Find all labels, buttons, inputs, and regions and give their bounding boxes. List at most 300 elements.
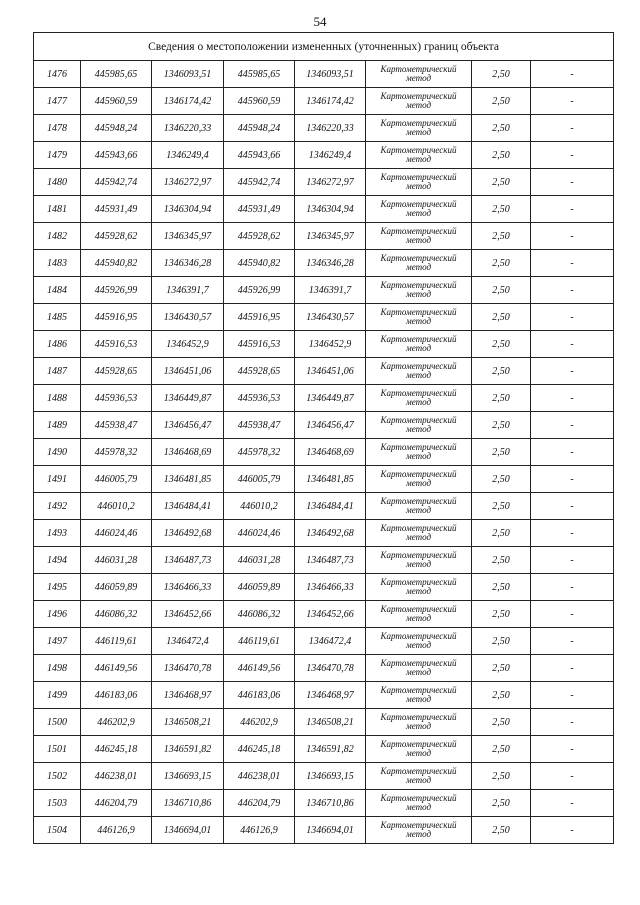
method-line-2: метод: [405, 154, 432, 164]
method-cell: [366, 385, 472, 412]
method-cell: [366, 817, 472, 844]
table-row: [34, 385, 614, 412]
table-row: [34, 655, 614, 682]
method-line-2: метод: [405, 829, 432, 839]
accuracy-cell: 2,50: [472, 493, 531, 520]
point-number-cell: 1485: [34, 304, 81, 331]
updated-x-cell: 445960,59: [224, 88, 295, 115]
table-row: [34, 790, 614, 817]
accuracy-cell: 2,50: [472, 790, 531, 817]
updated-y-cell: 1346484,41: [295, 493, 366, 520]
existing-x-cell: 445978,32: [81, 439, 152, 466]
existing-y-cell: 1346472,4: [152, 628, 224, 655]
existing-y-cell: 1346484,41: [152, 493, 224, 520]
method-cell: [366, 466, 472, 493]
note-cell: -: [531, 736, 614, 763]
method-cell: [366, 169, 472, 196]
updated-y-cell: 1346451,06: [295, 358, 366, 385]
point-number-cell: 1476: [34, 61, 81, 88]
existing-x-cell: 446202,9: [81, 709, 152, 736]
method-cell: [366, 61, 472, 88]
updated-y-cell: 1346456,47: [295, 412, 366, 439]
table-row: [34, 574, 614, 601]
accuracy-cell: 2,50: [472, 358, 531, 385]
method-cell: [366, 763, 472, 790]
method-cell: [366, 682, 472, 709]
existing-x-cell: 445960,59: [81, 88, 152, 115]
updated-x-cell: 446005,79: [224, 466, 295, 493]
note-cell: -: [531, 88, 614, 115]
existing-x-cell: 446031,28: [81, 547, 152, 574]
method-line-1: Картометрический: [380, 252, 457, 263]
method-line-2: метод: [405, 478, 432, 488]
method-line-2: метод: [405, 370, 432, 380]
updated-y-cell: 1346449,87: [295, 385, 366, 412]
method-line-1: Картометрический: [380, 306, 457, 317]
page-number: 54: [313, 14, 327, 29]
table-row: [34, 304, 614, 331]
existing-x-cell: 445943,66: [81, 142, 152, 169]
method-line-2: метод: [405, 208, 432, 218]
accuracy-cell: 2,50: [472, 223, 531, 250]
existing-y-cell: 1346451,06: [152, 358, 224, 385]
method-cell: [366, 304, 472, 331]
updated-y-cell: 1346470,78: [295, 655, 366, 682]
note-cell: -: [531, 790, 614, 817]
method-line-1: Картометрический: [380, 819, 457, 830]
existing-y-cell: 1346249,4: [152, 142, 224, 169]
method-line-1: Картометрический: [380, 630, 457, 641]
updated-x-cell: 445926,99: [224, 277, 295, 304]
updated-y-cell: 1346468,97: [295, 682, 366, 709]
method-line-2: метод: [405, 181, 432, 191]
point-number-cell: 1494: [34, 547, 81, 574]
table-row: [34, 88, 614, 115]
updated-y-cell: 1346304,94: [295, 196, 366, 223]
method-line-1: Картометрический: [380, 387, 457, 398]
table-row: [34, 682, 614, 709]
point-number-cell: 1482: [34, 223, 81, 250]
existing-x-cell: 446204,79: [81, 790, 152, 817]
note-cell: -: [531, 196, 614, 223]
updated-y-cell: 1346452,9: [295, 331, 366, 358]
updated-x-cell: 446126,9: [224, 817, 295, 844]
method-cell: [366, 655, 472, 682]
method-line-1: Картометрический: [380, 144, 457, 155]
existing-x-cell: 445942,74: [81, 169, 152, 196]
table-row: [34, 277, 614, 304]
existing-y-cell: 1346456,47: [152, 412, 224, 439]
table-row: [34, 709, 614, 736]
updated-y-cell: 1346346,28: [295, 250, 366, 277]
note-cell: -: [531, 358, 614, 385]
note-cell: -: [531, 493, 614, 520]
updated-y-cell: 1346249,4: [295, 142, 366, 169]
boundary-coordinates-table: [33, 32, 614, 844]
method-line-2: метод: [405, 316, 432, 326]
existing-x-cell: 446149,56: [81, 655, 152, 682]
updated-y-cell: 1346174,42: [295, 88, 366, 115]
existing-y-cell: 1346430,57: [152, 304, 224, 331]
note-cell: -: [531, 250, 614, 277]
updated-x-cell: 446086,32: [224, 601, 295, 628]
updated-x-cell: 446204,79: [224, 790, 295, 817]
method-line-1: Картометрический: [380, 603, 457, 614]
table-row: [34, 358, 614, 385]
point-number-cell: 1497: [34, 628, 81, 655]
method-line-1: Картометрический: [380, 576, 457, 587]
existing-x-cell: 446005,79: [81, 466, 152, 493]
accuracy-cell: 2,50: [472, 250, 531, 277]
updated-y-cell: 1346492,68: [295, 520, 366, 547]
method-line-1: Картометрический: [380, 738, 457, 749]
accuracy-cell: 2,50: [472, 331, 531, 358]
point-number-cell: 1487: [34, 358, 81, 385]
updated-x-cell: 446183,06: [224, 682, 295, 709]
note-cell: -: [531, 547, 614, 574]
updated-y-cell: 1346345,97: [295, 223, 366, 250]
existing-x-cell: 446059,89: [81, 574, 152, 601]
method-line-2: метод: [405, 424, 432, 434]
accuracy-cell: 2,50: [472, 439, 531, 466]
existing-y-cell: 1346481,85: [152, 466, 224, 493]
point-number-cell: 1483: [34, 250, 81, 277]
updated-x-cell: 446031,28: [224, 547, 295, 574]
method-line-2: метод: [405, 559, 432, 569]
method-line-2: метод: [405, 694, 432, 704]
method-line-2: метод: [405, 532, 432, 542]
note-cell: -: [531, 601, 614, 628]
note-cell: -: [531, 655, 614, 682]
point-number-cell: 1496: [34, 601, 81, 628]
existing-y-cell: 1346174,42: [152, 88, 224, 115]
point-number-cell: 1492: [34, 493, 81, 520]
table-row: [34, 223, 614, 250]
accuracy-cell: 2,50: [472, 61, 531, 88]
method-line-2: метод: [405, 262, 432, 272]
note-cell: -: [531, 439, 614, 466]
method-line-2: метод: [405, 586, 432, 596]
method-line-1: Картометрический: [380, 63, 457, 74]
accuracy-cell: 2,50: [472, 736, 531, 763]
accuracy-cell: 2,50: [472, 817, 531, 844]
updated-y-cell: 1346481,85: [295, 466, 366, 493]
note-cell: -: [531, 169, 614, 196]
note-cell: -: [531, 763, 614, 790]
point-number-cell: 1490: [34, 439, 81, 466]
point-number-cell: 1502: [34, 763, 81, 790]
method-line-2: метод: [405, 505, 432, 515]
updated-y-cell: 1346093,51: [295, 61, 366, 88]
method-cell: [366, 520, 472, 547]
table-row: [34, 547, 614, 574]
method-line-2: метод: [405, 289, 432, 299]
existing-x-cell: 446086,32: [81, 601, 152, 628]
updated-x-cell: 445931,49: [224, 196, 295, 223]
method-line-1: Картометрический: [380, 279, 457, 290]
existing-y-cell: 1346466,33: [152, 574, 224, 601]
table-row: [34, 736, 614, 763]
method-line-1: Картометрический: [380, 792, 457, 803]
existing-x-cell: 446183,06: [81, 682, 152, 709]
note-cell: -: [531, 520, 614, 547]
table-title: Сведения о местоположении измененных (уточненных) границ объекта: [34, 33, 614, 61]
existing-y-cell: 1346508,21: [152, 709, 224, 736]
method-cell: [366, 331, 472, 358]
accuracy-cell: 2,50: [472, 277, 531, 304]
method-line-1: Картометрический: [380, 198, 457, 209]
updated-y-cell: 1346693,15: [295, 763, 366, 790]
existing-x-cell: 445926,99: [81, 277, 152, 304]
updated-x-cell: 446059,89: [224, 574, 295, 601]
method-cell: [366, 628, 472, 655]
updated-y-cell: 1346694,01: [295, 817, 366, 844]
note-cell: -: [531, 466, 614, 493]
updated-x-cell: 445928,65: [224, 358, 295, 385]
point-number-cell: 1503: [34, 790, 81, 817]
table-row: [34, 817, 614, 844]
method-cell: [366, 790, 472, 817]
method-cell: [366, 574, 472, 601]
table-row: [34, 61, 614, 88]
existing-y-cell: 1346220,33: [152, 115, 224, 142]
table-row: [34, 601, 614, 628]
updated-y-cell: 1346468,69: [295, 439, 366, 466]
method-line-2: метод: [405, 667, 432, 677]
table-row: [34, 412, 614, 439]
method-line-2: метод: [405, 748, 432, 758]
existing-y-cell: 1346391,7: [152, 277, 224, 304]
updated-y-cell: 1346508,21: [295, 709, 366, 736]
accuracy-cell: 2,50: [472, 682, 531, 709]
method-line-1: Картометрический: [380, 549, 457, 560]
accuracy-cell: 2,50: [472, 628, 531, 655]
note-cell: -: [531, 709, 614, 736]
method-cell: [366, 493, 472, 520]
updated-x-cell: 445916,53: [224, 331, 295, 358]
accuracy-cell: 2,50: [472, 412, 531, 439]
existing-x-cell: 446126,9: [81, 817, 152, 844]
method-line-1: Картометрический: [380, 360, 457, 371]
existing-y-cell: 1346304,94: [152, 196, 224, 223]
existing-x-cell: 445916,95: [81, 304, 152, 331]
existing-y-cell: 1346591,82: [152, 736, 224, 763]
updated-x-cell: 446202,9: [224, 709, 295, 736]
method-cell: [366, 412, 472, 439]
point-number-cell: 1486: [34, 331, 81, 358]
note-cell: -: [531, 331, 614, 358]
updated-x-cell: 446010,2: [224, 493, 295, 520]
existing-x-cell: 446010,2: [81, 493, 152, 520]
note-cell: -: [531, 817, 614, 844]
point-number-cell: 1495: [34, 574, 81, 601]
method-line-1: Картометрический: [380, 414, 457, 425]
existing-x-cell: 445928,65: [81, 358, 152, 385]
accuracy-cell: 2,50: [472, 304, 531, 331]
note-cell: -: [531, 628, 614, 655]
method-cell: [366, 250, 472, 277]
point-number-cell: 1488: [34, 385, 81, 412]
method-cell: [366, 196, 472, 223]
table-row: [34, 169, 614, 196]
existing-y-cell: 1346694,01: [152, 817, 224, 844]
accuracy-cell: 2,50: [472, 196, 531, 223]
existing-y-cell: 1346492,68: [152, 520, 224, 547]
updated-x-cell: 445985,65: [224, 61, 295, 88]
note-cell: -: [531, 223, 614, 250]
existing-y-cell: 1346093,51: [152, 61, 224, 88]
table-row: [34, 250, 614, 277]
note-cell: -: [531, 385, 614, 412]
existing-x-cell: 446245,18: [81, 736, 152, 763]
updated-y-cell: 1346220,33: [295, 115, 366, 142]
table-row: [34, 196, 614, 223]
updated-x-cell: 445978,32: [224, 439, 295, 466]
method-line-2: метод: [405, 613, 432, 623]
method-line-1: Картометрический: [380, 117, 457, 128]
method-line-1: Картометрический: [380, 657, 457, 668]
point-number-cell: 1484: [34, 277, 81, 304]
existing-x-cell: 445938,47: [81, 412, 152, 439]
table-row: [34, 142, 614, 169]
updated-x-cell: 445943,66: [224, 142, 295, 169]
method-line-2: метод: [405, 343, 432, 353]
point-number-cell: 1491: [34, 466, 81, 493]
accuracy-cell: 2,50: [472, 115, 531, 142]
table-row: [34, 628, 614, 655]
existing-x-cell: 446024,46: [81, 520, 152, 547]
updated-x-cell: 446238,01: [224, 763, 295, 790]
updated-y-cell: 1346710,86: [295, 790, 366, 817]
existing-x-cell: 446119,61: [81, 628, 152, 655]
updated-x-cell: 446024,46: [224, 520, 295, 547]
note-cell: -: [531, 304, 614, 331]
method-line-1: Картометрический: [380, 225, 457, 236]
point-number-cell: 1480: [34, 169, 81, 196]
point-number-cell: 1501: [34, 736, 81, 763]
updated-y-cell: 1346466,33: [295, 574, 366, 601]
existing-x-cell: 445940,82: [81, 250, 152, 277]
method-line-2: метод: [405, 451, 432, 461]
method-line-2: метод: [405, 397, 432, 407]
existing-y-cell: 1346470,78: [152, 655, 224, 682]
method-line-1: Картометрический: [380, 468, 457, 479]
updated-y-cell: 1346430,57: [295, 304, 366, 331]
method-line-1: Картометрический: [380, 711, 457, 722]
updated-x-cell: 445948,24: [224, 115, 295, 142]
note-cell: -: [531, 277, 614, 304]
note-cell: -: [531, 142, 614, 169]
table-row: [34, 115, 614, 142]
method-cell: [366, 358, 472, 385]
updated-x-cell: 445916,95: [224, 304, 295, 331]
existing-y-cell: 1346710,86: [152, 790, 224, 817]
accuracy-cell: 2,50: [472, 142, 531, 169]
updated-x-cell: 445940,82: [224, 250, 295, 277]
method-cell: [366, 547, 472, 574]
method-line-1: Картометрический: [380, 441, 457, 452]
updated-x-cell: 446119,61: [224, 628, 295, 655]
method-line-1: Картометрический: [380, 684, 457, 695]
point-number-cell: 1504: [34, 817, 81, 844]
accuracy-cell: 2,50: [472, 169, 531, 196]
point-number-cell: 1493: [34, 520, 81, 547]
updated-y-cell: 1346272,97: [295, 169, 366, 196]
accuracy-cell: 2,50: [472, 466, 531, 493]
method-line-1: Картометрический: [380, 522, 457, 533]
accuracy-cell: 2,50: [472, 385, 531, 412]
method-line-1: Картометрический: [380, 333, 457, 344]
existing-x-cell: 445948,24: [81, 115, 152, 142]
method-cell: [366, 142, 472, 169]
method-line-2: метод: [405, 721, 432, 731]
method-line-1: Картометрический: [380, 90, 457, 101]
method-cell: [366, 736, 472, 763]
accuracy-cell: 2,50: [472, 574, 531, 601]
point-number-cell: 1500: [34, 709, 81, 736]
existing-x-cell: 445931,49: [81, 196, 152, 223]
updated-x-cell: 446245,18: [224, 736, 295, 763]
method-cell: [366, 601, 472, 628]
updated-x-cell: 445928,62: [224, 223, 295, 250]
point-number-cell: 1479: [34, 142, 81, 169]
existing-x-cell: 446238,01: [81, 763, 152, 790]
note-cell: -: [531, 412, 614, 439]
accuracy-cell: 2,50: [472, 601, 531, 628]
existing-y-cell: 1346346,28: [152, 250, 224, 277]
point-number-cell: 1498: [34, 655, 81, 682]
updated-x-cell: 446149,56: [224, 655, 295, 682]
method-cell: [366, 115, 472, 142]
point-number-cell: 1499: [34, 682, 81, 709]
updated-y-cell: 1346472,4: [295, 628, 366, 655]
method-line-1: Картометрический: [380, 495, 457, 506]
existing-y-cell: 1346487,73: [152, 547, 224, 574]
updated-y-cell: 1346591,82: [295, 736, 366, 763]
updated-x-cell: 445942,74: [224, 169, 295, 196]
accuracy-cell: 2,50: [472, 547, 531, 574]
method-line-2: метод: [405, 73, 432, 83]
accuracy-cell: 2,50: [472, 520, 531, 547]
method-cell: [366, 223, 472, 250]
table-row: [34, 763, 614, 790]
method-cell: [366, 709, 472, 736]
existing-y-cell: 1346693,15: [152, 763, 224, 790]
updated-x-cell: 445936,53: [224, 385, 295, 412]
existing-y-cell: 1346468,69: [152, 439, 224, 466]
method-line-2: метод: [405, 235, 432, 245]
updated-y-cell: 1346391,7: [295, 277, 366, 304]
method-cell: [366, 88, 472, 115]
point-number-cell: 1489: [34, 412, 81, 439]
existing-y-cell: 1346452,66: [152, 601, 224, 628]
method-line-1: Картометрический: [380, 171, 457, 182]
updated-y-cell: 1346452,66: [295, 601, 366, 628]
point-number-cell: 1477: [34, 88, 81, 115]
existing-x-cell: 445916,53: [81, 331, 152, 358]
existing-y-cell: 1346452,9: [152, 331, 224, 358]
method-line-2: метод: [405, 802, 432, 812]
table-row: [34, 466, 614, 493]
accuracy-cell: 2,50: [472, 709, 531, 736]
existing-y-cell: 1346345,97: [152, 223, 224, 250]
table-title-row: [34, 33, 614, 61]
table-row: [34, 439, 614, 466]
point-number-cell: 1478: [34, 115, 81, 142]
table-row: [34, 331, 614, 358]
method-line-2: метод: [405, 640, 432, 650]
method-cell: [366, 277, 472, 304]
